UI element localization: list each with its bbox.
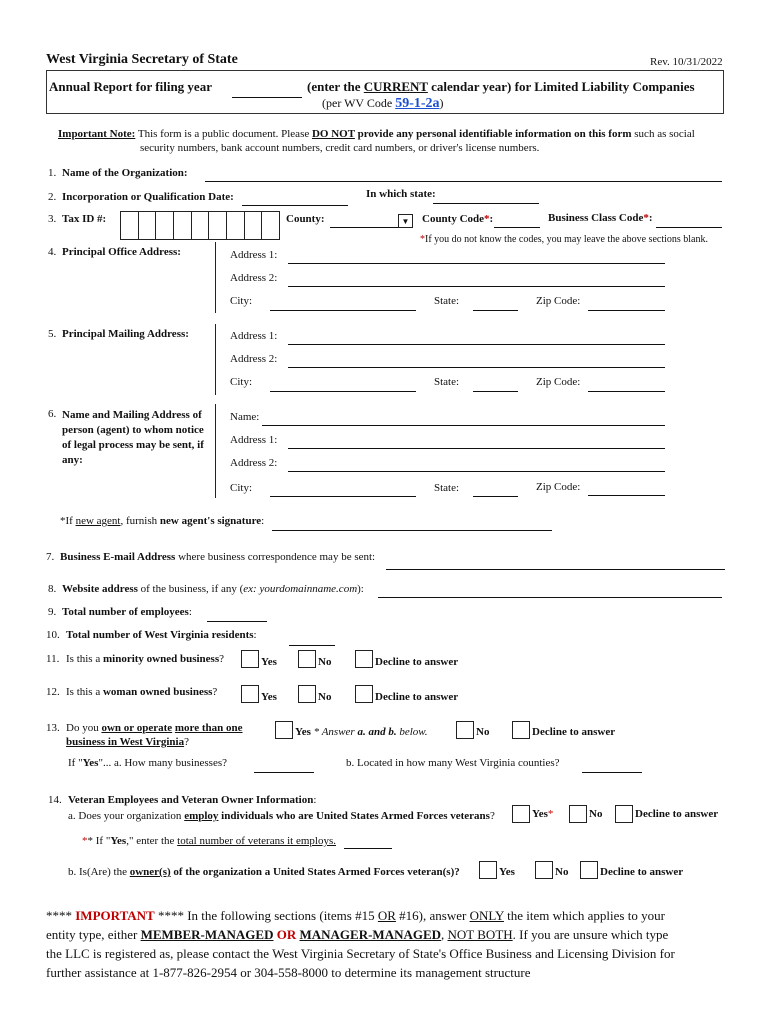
veteran-owner-no-checkbox[interactable]: [535, 861, 553, 879]
agent-signature-input[interactable]: [272, 530, 552, 531]
mailing-state-input[interactable]: [473, 391, 518, 392]
how-many-counties-label: b. Located in how many West Virginia counties?: [346, 757, 560, 769]
principal-mailing-label: Principal Mailing Address:: [62, 328, 189, 340]
multi-no-checkbox[interactable]: [456, 721, 474, 739]
wv-code-reference: (per WV Code 59-1-2a): [322, 96, 444, 111]
agent-state-input[interactable]: [473, 496, 518, 497]
principal-office-divider: [215, 242, 216, 313]
incorporation-date-label: Incorporation or Qualification Date:: [62, 191, 234, 203]
agent-signature-label: *If new agent, furnish new agent's signature:: [60, 515, 265, 527]
woman-yes-checkbox[interactable]: [241, 685, 259, 703]
veteran-owner-label: b. Is(Are) the owner(s) of the organization a United States Armed Forces veteran(s)?: [68, 866, 460, 878]
field-3-number: 3.: [48, 213, 57, 225]
veteran-employees-label: a. Does your organization employ individuals who are United States Armed Forces veterans?: [68, 810, 495, 822]
important-note-line2: security numbers, bank account numbers, credit card numbers, or driver's license numbers.: [140, 142, 540, 154]
minority-no-checkbox[interactable]: [298, 650, 316, 668]
agent-label: Name and Mailing Address of person (agent) to whom notice of legal process may be sent, if any:: [62, 409, 204, 466]
agent-address1-input[interactable]: [288, 448, 665, 449]
agent-name-label: Name:: [230, 411, 260, 423]
woman-yes-label: Yes: [261, 691, 277, 703]
field-4-number: 4.: [48, 246, 57, 258]
tax-id-input[interactable]: [120, 211, 280, 240]
office-zip-input[interactable]: [588, 310, 665, 311]
county-dropdown-button[interactable]: [398, 214, 413, 228]
management-notice: **** IMPORTANT **** In the following sections (items #15 OR #16), answer ONLY the item which applies to your entity type, either MEMBER-MANAGED OR MANAGER-MANAGED, NOT BOTH. If you are unsure which type the LLC is registered as, please contact the West Virginia Secretary of State's Office Business and Licensing Division for further assistance at 1-877-826-2954 or 304-558-8000 to determine its management structure: [46, 908, 675, 980]
org-name-label: Name of the Organization:: [62, 167, 188, 179]
field-2-number: 2.: [48, 191, 57, 203]
field-11-number: 11.: [46, 653, 60, 665]
employees-label: Total number of employees:: [62, 606, 192, 618]
county-select[interactable]: [330, 227, 398, 228]
multi-yes-label: Yes * Answer a. and b. below.: [295, 726, 428, 738]
veteran-employ-decline-checkbox[interactable]: [615, 805, 633, 823]
multi-decline-checkbox[interactable]: [512, 721, 530, 739]
business-class-label: Business Class Code*:: [548, 212, 653, 224]
veteran-heading: Veteran Employees and Veteran Owner Information:: [68, 794, 317, 806]
mailing-address2-label: Address 2:: [230, 353, 278, 365]
veteran-employ-yes-label: Yes*: [532, 808, 554, 820]
form-title-suffix: (enter the CURRENT calendar year) for Limited Liability Companies: [307, 79, 695, 94]
office-state-input[interactable]: [473, 310, 518, 311]
office-address2-label: Address 2:: [230, 272, 278, 284]
agent-address1-label: Address 1:: [230, 434, 278, 446]
important-note: Important Note: This form is a public document. Please DO NOT provide any personal identifiable information on this form such as social: [58, 128, 695, 140]
field-6-number: 6.: [48, 408, 57, 420]
mailing-address2-input[interactable]: [288, 367, 665, 368]
field-1-number: 1.: [48, 167, 57, 179]
revision-date: Rev. 10/31/2022: [650, 56, 723, 68]
field-9-number: 9.: [48, 606, 57, 618]
veteran-owner-yes-label: Yes: [499, 866, 515, 878]
field-8-number: 8.: [48, 583, 57, 595]
veteran-owner-yes-checkbox[interactable]: [479, 861, 497, 879]
field-13-number: 13.: [46, 722, 60, 734]
veteran-employ-no-checkbox[interactable]: [569, 805, 587, 823]
minority-decline-checkbox[interactable]: [355, 650, 373, 668]
minority-decline-label: Decline to answer: [375, 656, 459, 668]
multiple-business-label-line2: business in West Virginia?: [66, 736, 189, 748]
mailing-city-input[interactable]: [270, 391, 416, 392]
mailing-state-label: State:: [434, 376, 460, 388]
minority-yes-checkbox[interactable]: [241, 650, 259, 668]
veteran-owner-decline-checkbox[interactable]: [580, 861, 598, 879]
mailing-address1-input[interactable]: [288, 344, 665, 345]
tax-id-label: Tax ID #:: [62, 213, 107, 225]
field-10-number: 10.: [46, 629, 60, 641]
mailing-zip-input[interactable]: [588, 391, 665, 392]
woman-owned-label: Is this a woman owned business?: [66, 686, 218, 698]
minority-owned-label: Is this a minority owned business?: [66, 653, 225, 665]
agent-city-label: City:: [230, 482, 253, 494]
codes-note: *If you do not know the codes, you may leave the above sections blank.: [420, 234, 708, 245]
business-class-input[interactable]: [656, 227, 722, 228]
agent-address2-input[interactable]: [288, 471, 665, 472]
field-7-number: 7.: [46, 551, 55, 563]
agent-zip-input[interactable]: [588, 495, 665, 496]
veteran-employ-decline-label: Decline to answer: [635, 808, 719, 820]
field-14-number: 14.: [48, 794, 62, 806]
chevron-down-icon: ▼: [401, 216, 410, 226]
form-title: Annual Report for filing year: [49, 79, 212, 94]
email-label: Business E-mail Address where business correspondence may be sent:: [60, 551, 376, 563]
woman-decline-label: Decline to answer: [375, 691, 459, 703]
agent-divider: [215, 404, 216, 498]
principal-mailing-divider: [215, 324, 216, 395]
office-city-input[interactable]: [270, 310, 416, 311]
multi-decline-label: Decline to answer: [532, 726, 616, 738]
office-zip-label: Zip Code:: [536, 295, 581, 307]
veteran-count-input[interactable]: [344, 848, 392, 849]
multi-yes-checkbox[interactable]: [275, 721, 293, 739]
veteran-owner-no-label: No: [555, 866, 569, 878]
employees-input[interactable]: [207, 621, 267, 622]
wv-code-link[interactable]: 59-1-2a: [395, 96, 440, 111]
incorporation-date-input[interactable]: [242, 205, 348, 206]
agent-zip-label: Zip Code:: [536, 481, 581, 493]
multi-no-label: No: [476, 726, 490, 738]
office-address1-label: Address 1:: [230, 249, 278, 261]
mailing-zip-label: Zip Code:: [536, 376, 581, 388]
woman-decline-checkbox[interactable]: [355, 685, 373, 703]
veteran-employ-no-label: No: [589, 808, 603, 820]
field-12-number: 12.: [46, 686, 60, 698]
office-address1-input[interactable]: [288, 263, 665, 264]
minority-yes-label: Yes: [261, 656, 277, 668]
website-label: Website address of the business, if any (ex: yourdomainname.com):: [62, 583, 364, 595]
incorporation-state-label: In which state:: [366, 188, 436, 200]
mailing-city-label: City:: [230, 376, 253, 388]
how-many-businesses-input[interactable]: [254, 772, 314, 773]
incorporation-state-input[interactable]: [433, 203, 539, 204]
email-input[interactable]: [386, 569, 725, 570]
veteran-owner-decline-label: Decline to answer: [600, 866, 684, 878]
county-code-label: County Code*:: [422, 213, 494, 225]
county-code-input[interactable]: [494, 227, 540, 228]
woman-no-label: No: [318, 691, 332, 703]
wv-residents-label: Total number of West Virginia residents:: [66, 629, 257, 641]
agent-city-input[interactable]: [270, 496, 416, 497]
mailing-address1-label: Address 1:: [230, 330, 278, 342]
veteran-employ-yes-checkbox[interactable]: [512, 805, 530, 823]
office-address2-input[interactable]: [288, 286, 665, 287]
filing-year-input[interactable]: [232, 97, 302, 98]
veteran-count-label: ** If "Yes," enter the total number of veterans it employs.: [82, 835, 336, 847]
wv-residents-input[interactable]: [289, 645, 335, 646]
how-many-businesses-label: If "Yes"... a. How many businesses?: [68, 757, 227, 769]
agent-name-input[interactable]: [262, 425, 665, 426]
multiple-business-label: Do you own or operate more than one: [66, 722, 243, 734]
principal-office-label: Principal Office Address:: [62, 246, 181, 258]
agent-state-label: State:: [434, 482, 460, 494]
office-state-label: State:: [434, 295, 460, 307]
field-5-number: 5.: [48, 328, 57, 340]
office-city-label: City:: [230, 295, 253, 307]
woman-no-checkbox[interactable]: [298, 685, 316, 703]
agent-address2-label: Address 2:: [230, 457, 278, 469]
minority-no-label: No: [318, 656, 332, 668]
agency-name: West Virginia Secretary of State: [46, 52, 238, 67]
org-name-input[interactable]: [205, 181, 722, 182]
county-label: County:: [286, 213, 325, 225]
website-input[interactable]: [378, 597, 722, 598]
how-many-counties-input[interactable]: [582, 772, 642, 773]
